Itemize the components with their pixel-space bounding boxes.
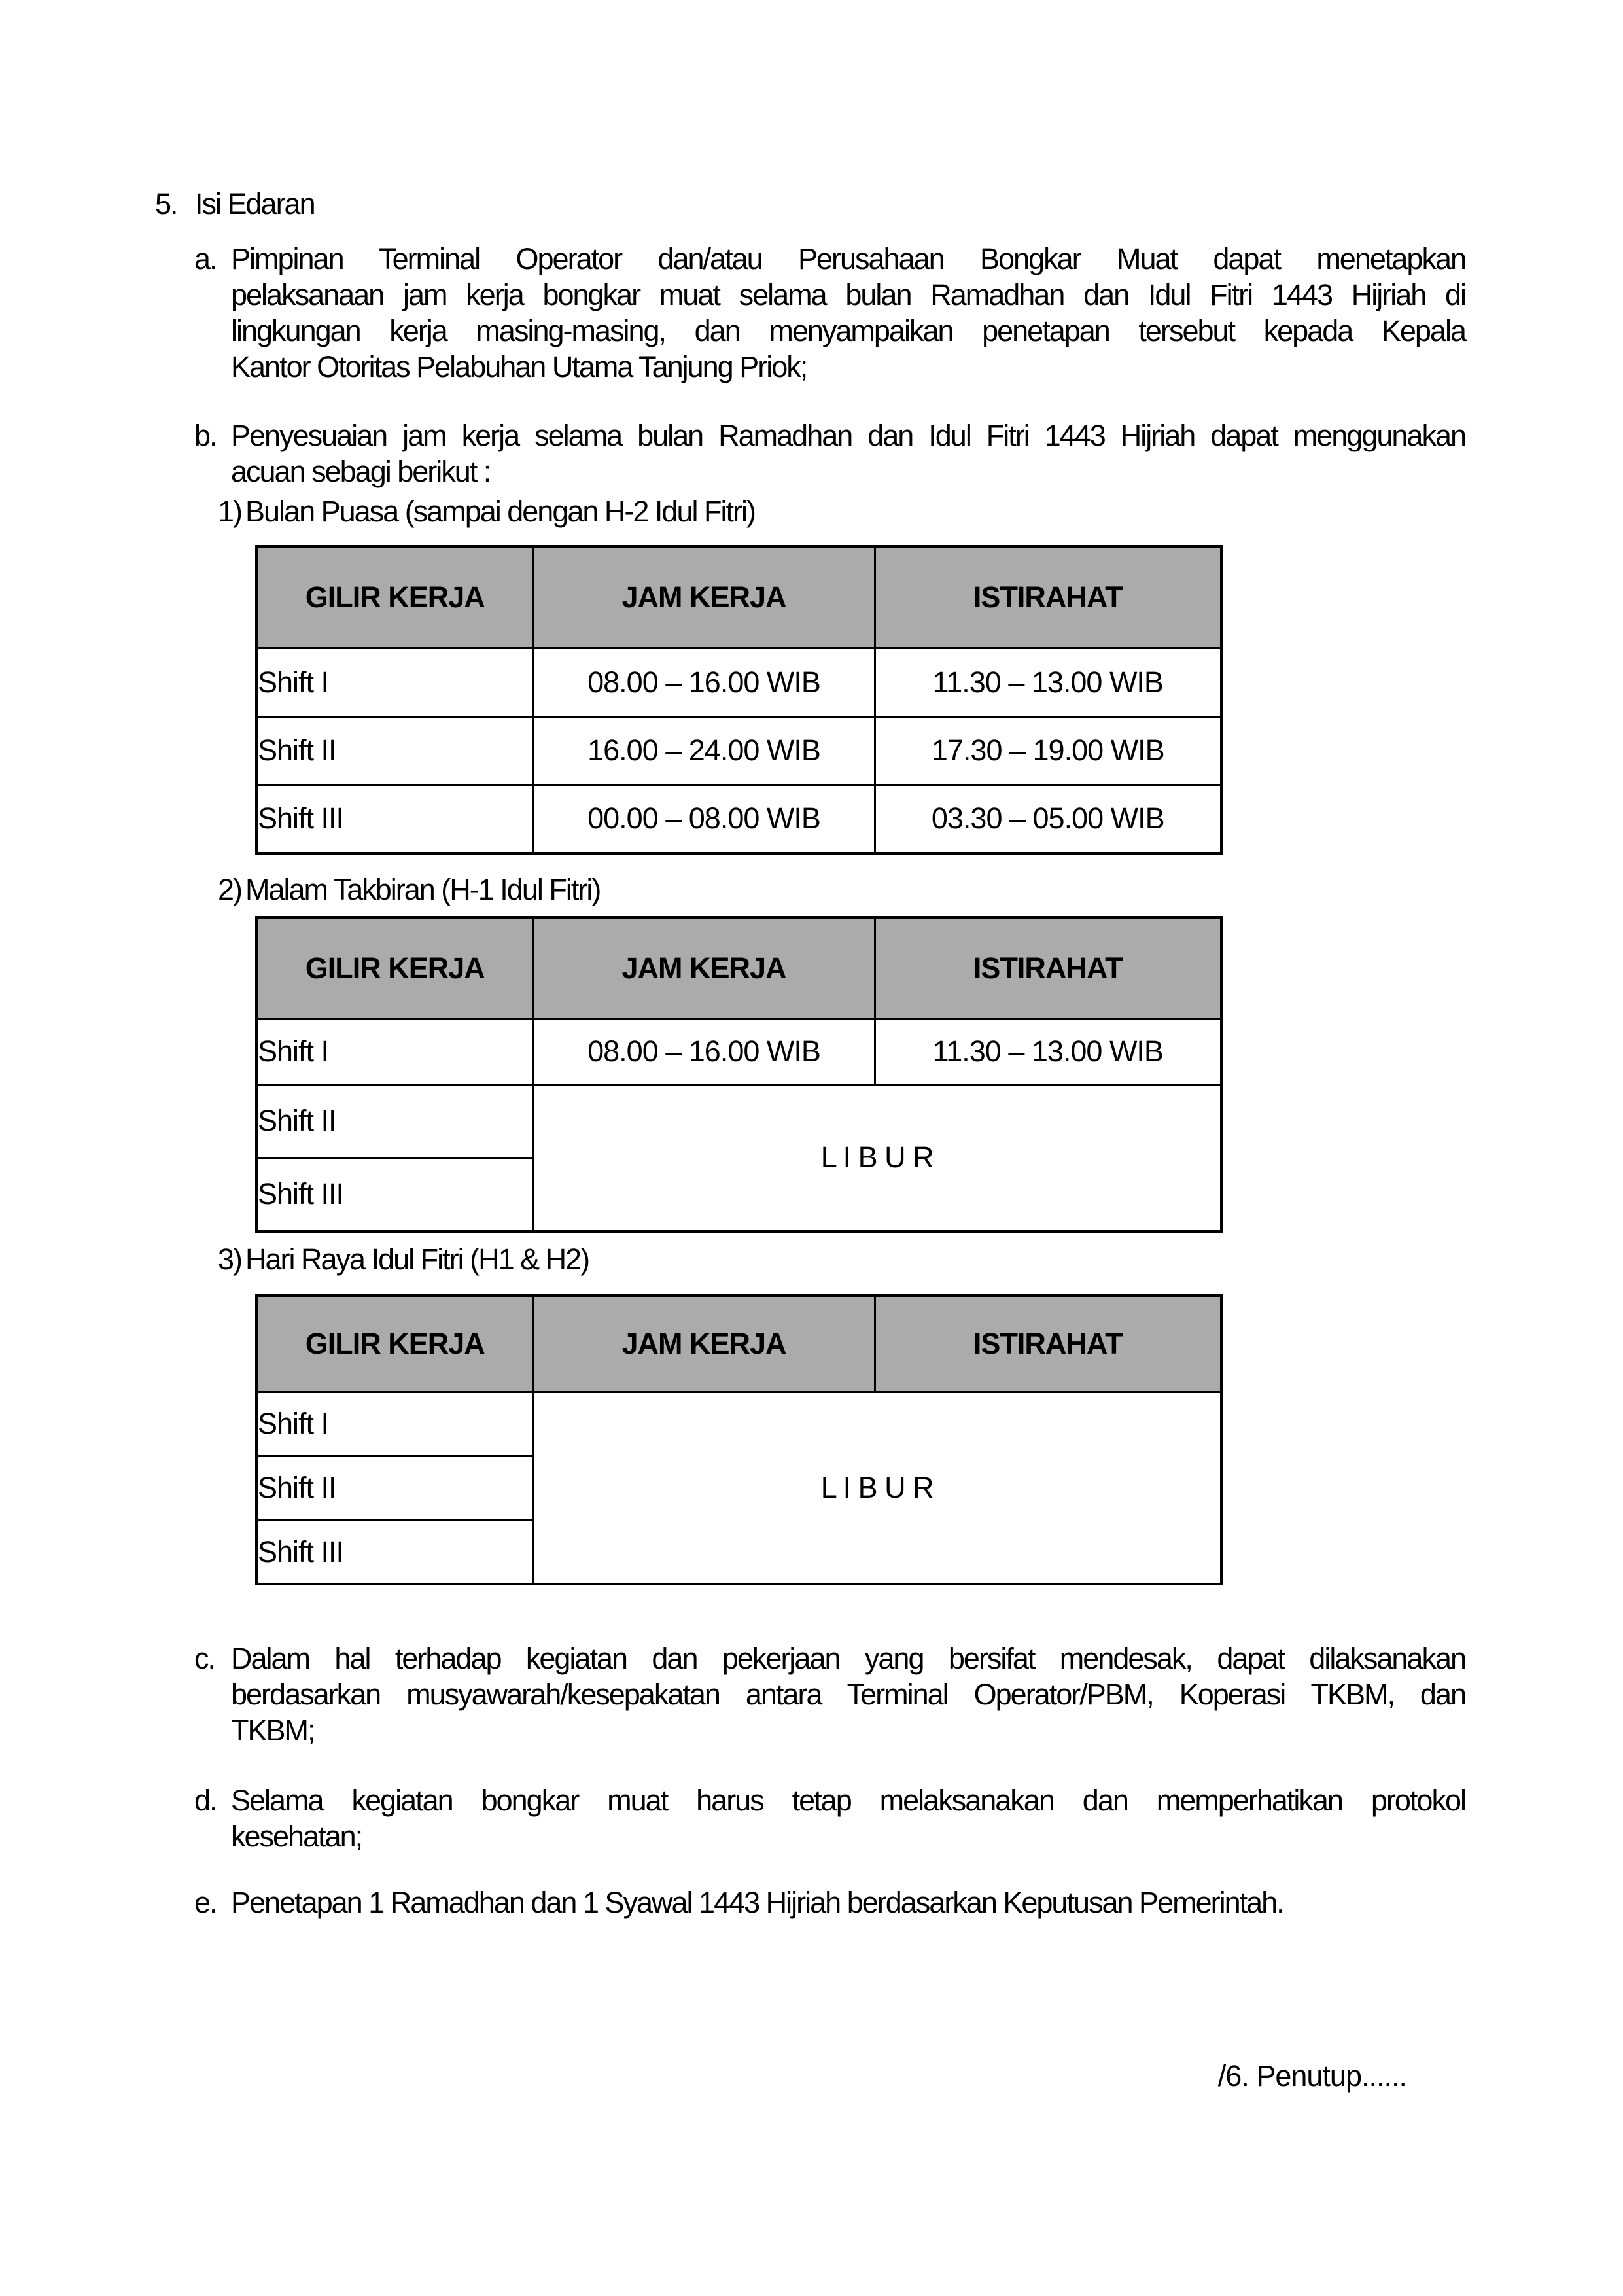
cell-shift-label: Shift I <box>256 1019 533 1084</box>
item-a-paragraph <box>231 241 1465 385</box>
cell-istirahat: 17.30 – 19.00 WIB <box>875 716 1221 785</box>
paragraph-line: Penyesuaian jam kerja selama bulan Ramadhan dan Idul Fitri 1443 Hijriah dapat menggunakan <box>231 419 1465 452</box>
page-continuation-note: /6. Penutup...... <box>1217 2059 1406 2093</box>
item-a-marker: a. <box>194 242 217 275</box>
table-header-row <box>256 546 1221 648</box>
item-b-paragraph <box>231 417 1465 489</box>
item-e-marker: e. <box>194 1886 217 1919</box>
paragraph-line: pelaksanaan jam kerja bongkar muat selama bulan Ramadhan dan Idul Fitri 1443 Hijriah di <box>231 278 1465 311</box>
cell-shift-label: Shift II <box>256 1456 533 1520</box>
table-header-row <box>256 1296 1221 1392</box>
table-row <box>256 648 1221 716</box>
table-bulan-puasa <box>255 545 1223 855</box>
table-row <box>256 1392 1221 1456</box>
cell-istirahat: 11.30 – 13.00 WIB <box>875 648 1221 716</box>
item-c-paragraph <box>231 1640 1465 1748</box>
table-header-row <box>256 917 1221 1019</box>
section-title: Isi Edaran <box>195 187 315 221</box>
item-d-marker: d. <box>194 1784 217 1817</box>
cell-shift-label: Shift II <box>256 716 533 785</box>
cell-shift-label: Shift III <box>256 1157 533 1231</box>
section-number: 5. <box>155 187 177 221</box>
table-row <box>256 1019 1221 1084</box>
sub-item-3-title: Hari Raya Idul Fitri (H1 & H2) <box>245 1243 589 1276</box>
paragraph-line: Kantor Otoritas Pelabuhan Utama Tanjung Priok; <box>231 350 807 383</box>
paragraph-line: Pimpinan Terminal Operator dan/atau Perusahaan Bongkar Muat dapat menetapkan <box>231 242 1465 275</box>
paragraph-line: Dalam hal terhadap kegiatan dan pekerjaan yang bersifat mendesak, dapat dilaksanakan <box>231 1642 1465 1675</box>
item-c-marker: c. <box>194 1642 215 1675</box>
cell-jam-kerja: 08.00 – 16.00 WIB <box>533 648 875 716</box>
cell-jam-kerja: 08.00 – 16.00 WIB <box>533 1019 875 1084</box>
table-malam-takbiran <box>255 916 1223 1233</box>
table-row <box>256 1084 1221 1157</box>
column-header-jam-kerja: JAM KERJA <box>533 546 875 648</box>
paragraph-line: Penetapan 1 Ramadhan dan 1 Syawal 1443 Hijriah berdasarkan Keputusan Pemerintah. <box>231 1886 1283 1919</box>
cell-libur-merged: L I B U R <box>533 1392 1221 1584</box>
cell-shift-label: Shift II <box>256 1084 533 1157</box>
paragraph-line: Selama kegiatan bongkar muat harus tetap melaksanakan dan memperhatikan protokol <box>231 1784 1465 1817</box>
paragraph-line: berdasarkan musyawarah/kesepakatan antara Terminal Operator/PBM, Koperasi TKBM, dan <box>231 1678 1465 1711</box>
item-b-marker: b. <box>194 419 217 452</box>
table-row <box>256 716 1221 785</box>
cell-jam-kerja: 16.00 – 24.00 WIB <box>533 716 875 785</box>
cell-shift-label: Shift I <box>256 1392 533 1456</box>
cell-jam-kerja: 00.00 – 08.00 WIB <box>533 785 875 853</box>
sub-item-3-marker: 3) <box>218 1243 242 1276</box>
column-header-gilir-kerja: GILIR KERJA <box>256 1296 533 1392</box>
paragraph-line: TKBM; <box>231 1714 315 1747</box>
cell-libur-merged: L I B U R <box>533 1084 1221 1231</box>
sub-item-2-marker: 2) <box>218 873 242 906</box>
column-header-istirahat: ISTIRAHAT <box>875 546 1221 648</box>
item-e-paragraph <box>231 1884 1465 1920</box>
column-header-gilir-kerja: GILIR KERJA <box>256 546 533 648</box>
sub-item-1-marker: 1) <box>218 495 242 528</box>
table-hari-raya <box>255 1294 1223 1585</box>
paragraph-line: kesehatan; <box>231 1820 362 1853</box>
cell-shift-label: Shift III <box>256 1520 533 1584</box>
paragraph-line: acuan sebagi berikut : <box>231 455 491 488</box>
cell-shift-label: Shift I <box>256 648 533 716</box>
column-header-istirahat: ISTIRAHAT <box>875 1296 1221 1392</box>
column-header-gilir-kerja: GILIR KERJA <box>256 917 533 1019</box>
table-row <box>256 785 1221 853</box>
column-header-jam-kerja: JAM KERJA <box>533 917 875 1019</box>
cell-istirahat: 03.30 – 05.00 WIB <box>875 785 1221 853</box>
column-header-istirahat: ISTIRAHAT <box>875 917 1221 1019</box>
cell-shift-label: Shift III <box>256 785 533 853</box>
sub-item-1-title: Bulan Puasa (sampai dengan H-2 Idul Fitri) <box>245 495 755 528</box>
item-d-paragraph <box>231 1782 1465 1854</box>
cell-istirahat: 11.30 – 13.00 WIB <box>875 1019 1221 1084</box>
column-header-jam-kerja: JAM KERJA <box>533 1296 875 1392</box>
paragraph-line: lingkungan kerja masing-masing, dan menyampaikan penetapan tersebut kepada Kepala <box>231 314 1465 347</box>
sub-item-2-title: Malam Takbiran (H-1 Idul Fitri) <box>245 873 601 906</box>
